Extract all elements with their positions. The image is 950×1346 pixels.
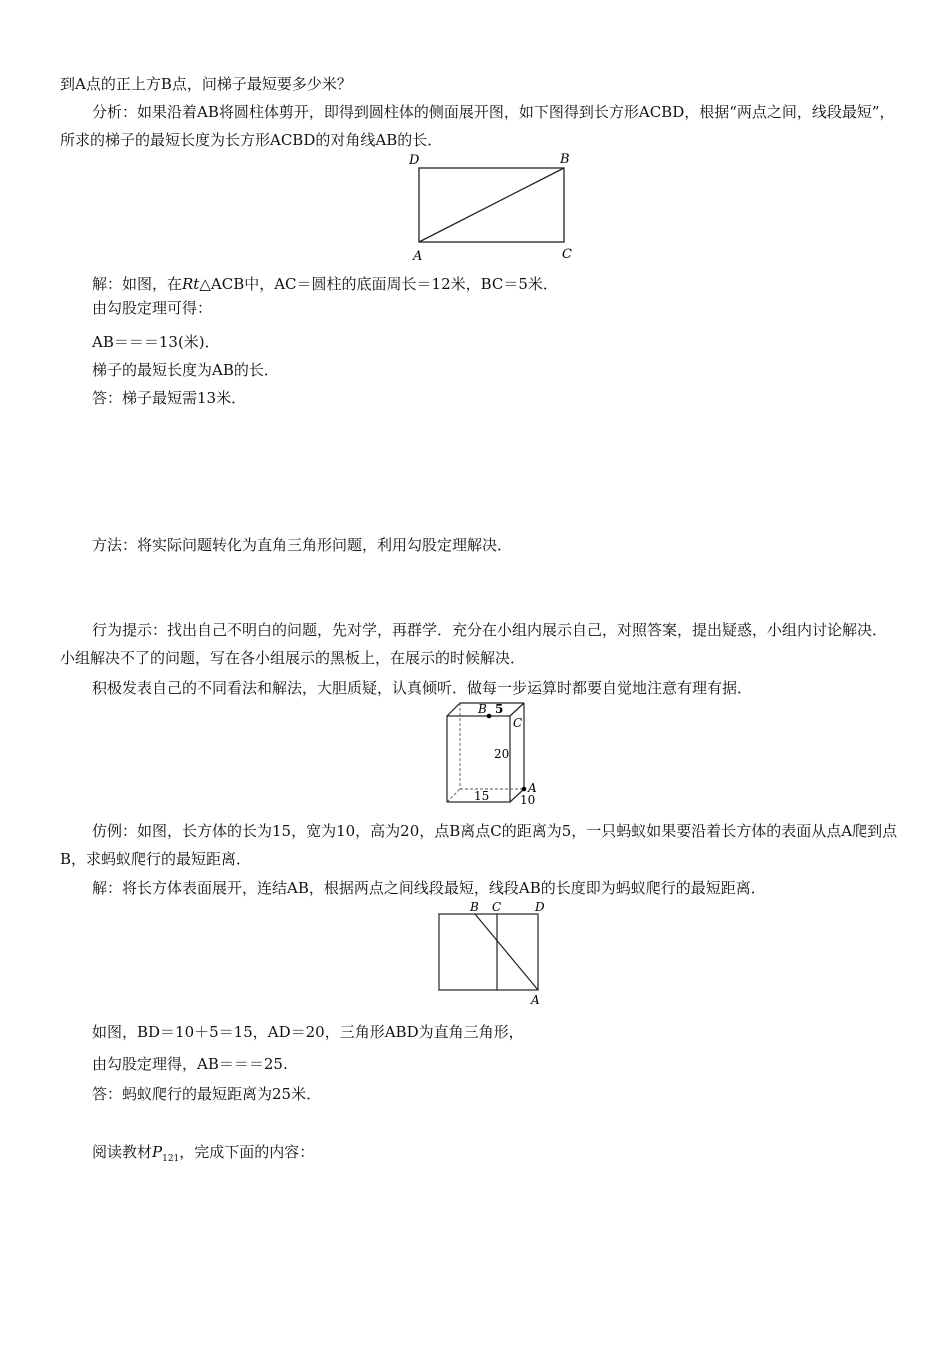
label-b: B	[478, 702, 487, 716]
text-line: 答：蚂蚁爬行的最短距离为25米．	[92, 1085, 322, 1103]
label-a: A	[413, 249, 423, 264]
label-d: D	[535, 900, 545, 914]
solution-prefix: 解：如图，在	[92, 275, 183, 293]
analysis-paragraph: 分析：如果沿着AB将圆柱体剪开，即得到圆柱体的侧面展开图，如下图得到长方形ACBD，根据“两点之间，线段最短”，所求的梯子的最短长度为长方形ACBD的对角线AB的长．	[60, 103, 895, 149]
label-15: 15	[474, 789, 490, 803]
label-d: D	[409, 153, 420, 168]
method-line: 方法：将实际问题转化为直角三角形问题，利用勾股定理解决．	[92, 536, 513, 554]
text-line: 如图，BD＝10＋5＝15，AD＝20，三角形ABD为直角三角形，	[92, 1023, 524, 1041]
hidden-edge	[447, 789, 460, 802]
text-line: 由勾股定理得，AB＝＝＝25.	[92, 1055, 288, 1073]
label-c: C	[492, 900, 502, 914]
point-b	[487, 714, 492, 719]
page-number: 121	[162, 1154, 180, 1164]
point-a	[522, 787, 527, 792]
text-line: AB＝＝＝13(米)．	[92, 333, 220, 351]
text-line: 由勾股定理可得：	[92, 299, 213, 317]
cuboid-edge	[510, 703, 524, 716]
cuboid-edge	[447, 703, 460, 716]
label-b: B	[560, 152, 570, 167]
solution-line: 解：将长方体表面展开，连结AB，根据两点之间线段最短，线段AB的长度即为蚂蚁爬行的最短距离．	[92, 879, 766, 897]
example-paragraph: 仿例：如图，长方体的长为15，宽为10，高为20，点B离点C的距离为5，一只蚂蚁如果要沿着长方体的表面从点A爬到点B，求蚂蚁爬行的最短距离．	[60, 822, 898, 868]
rt-symbol: Rt	[182, 275, 200, 293]
rectangle-figure	[405, 148, 585, 266]
label-c: C	[513, 716, 523, 730]
label-a: A	[528, 781, 537, 795]
unfolded-figure	[430, 898, 555, 1006]
label-20: 20	[494, 747, 510, 761]
segment-ab	[475, 914, 538, 990]
text-line: 到A点的正上方B点，问梯子最短要多少米？	[60, 75, 352, 93]
text-line: 梯子的最短长度为AB的长．	[92, 361, 279, 379]
reading-rest: ，完成下面的内容：	[179, 1143, 315, 1161]
solution-rest: △ACB中，AC＝圆柱的底面周长＝12米，BC＝5米．	[199, 275, 558, 293]
label-a: A	[531, 993, 540, 1006]
reading-prefix: 阅读教材	[92, 1143, 153, 1161]
label-c: C	[562, 247, 572, 262]
label-5: 5	[495, 702, 504, 716]
reading-line	[60, 1138, 900, 1173]
diagonal-ab	[419, 168, 564, 242]
page-p: P	[152, 1143, 163, 1161]
text-line: 答：梯子最短需13米．	[92, 389, 247, 407]
unfolded-rect	[439, 914, 538, 990]
text-line: 积极发表自己的不同看法和解法，大胆质疑，认真倾听．做每一步运算时都要自觉地注意有理有据．	[92, 679, 753, 697]
hint-paragraph: 行为提示：找出自己不明白的问题，先对学，再群学．充分在小组内展示自己，对照答案，提出疑惑，小组内讨论解决．小组解决不了的问题，写在各小组展示的黑板上，在展示的时候解决．	[60, 621, 888, 667]
label-10: 10	[520, 793, 536, 807]
label-b: B	[470, 900, 479, 914]
cuboid-figure	[440, 700, 550, 808]
